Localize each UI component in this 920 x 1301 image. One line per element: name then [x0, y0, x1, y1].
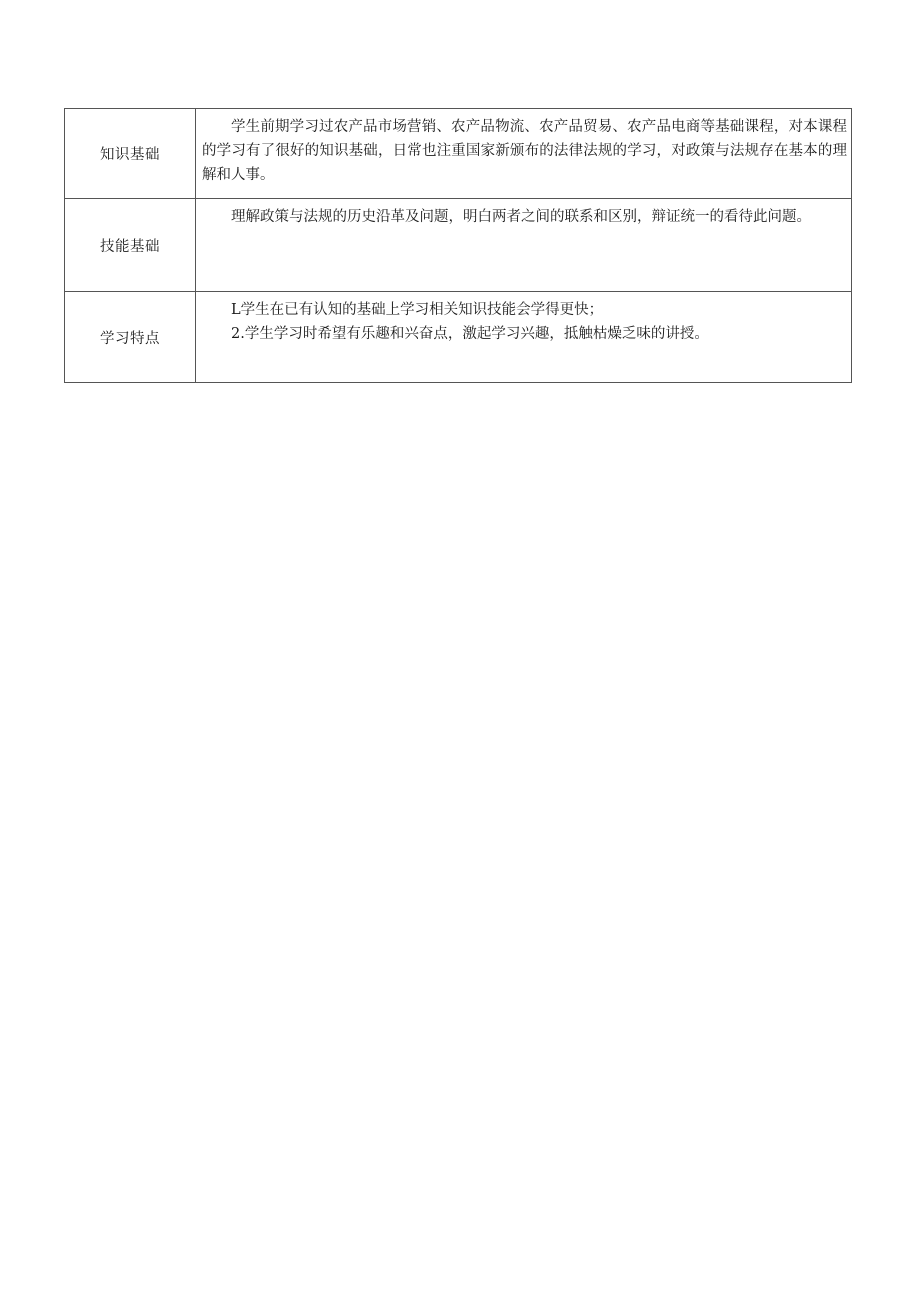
content-paragraph: L学生在已有认知的基础上学习相关知识技能会学得更快；	[231, 302, 604, 318]
row-content	[196, 199, 852, 292]
row-content	[196, 292, 852, 383]
row-label: 知识基础	[65, 109, 196, 199]
content-paragraph: 2.学生学习时希望有乐趣和兴奋点，激起学习兴趣，抵触枯燥乏味的讲授。	[231, 326, 709, 342]
row-content	[196, 109, 852, 199]
table-row-knowledge-base	[65, 109, 852, 199]
table-row-skill-base	[65, 199, 852, 292]
content-paragraph: 理解政策与法规的历史沿革及问题，明白两者之间的联系和区别，辩证统一的看待此问题。	[231, 209, 811, 225]
row-label: 学习特点	[65, 292, 196, 383]
row-label: 技能基础	[65, 199, 196, 292]
student-analysis-table	[64, 108, 852, 383]
content-paragraph: 学生前期学习过农产品市场营销、农产品物流、农产品贸易、农产品电商等基础课程，对本课程的学习有了很好的知识基础，日常也注重国家新颁布的法律法规的学习，对政策与法规存在基本的理解和人事。	[202, 119, 847, 183]
table-row-learning-traits	[65, 292, 852, 383]
